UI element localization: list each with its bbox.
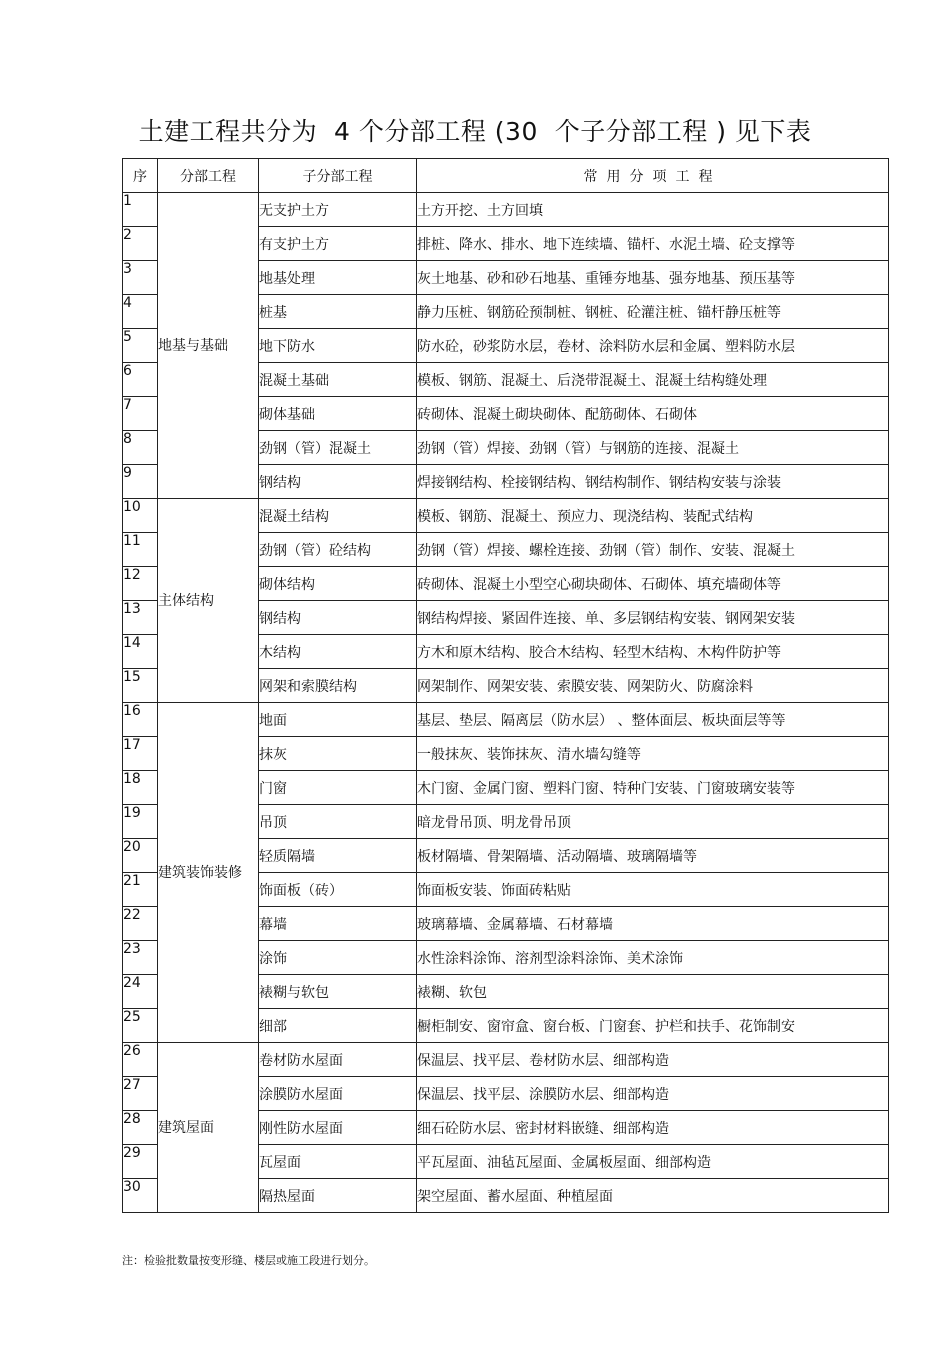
table-row	[123, 1043, 889, 1077]
row-number: 19	[123, 805, 158, 839]
item-list: 焊接钢结构、栓接钢结构、钢结构制作、钢结构安装与涂装	[417, 465, 889, 499]
item-list: 劲钢（管）焊接、劲钢（管）与钢筋的连接、混凝土	[417, 431, 889, 465]
item-list: 架空屋面、蓄水屋面、种植屋面	[417, 1179, 889, 1213]
group-name: 建筑装饰装修	[158, 703, 259, 1043]
sub-project: 瓦屋面	[259, 1145, 417, 1179]
header-no: 序	[123, 159, 158, 193]
item-list: 保温层、找平层、卷材防水层、细部构造	[417, 1043, 889, 1077]
sub-project: 混凝土结构	[259, 499, 417, 533]
sub-project: 钢结构	[259, 601, 417, 635]
row-number: 4	[123, 295, 158, 329]
item-list: 水性涂料涂饰、溶剂型涂料涂饰、美术涂饰	[417, 941, 889, 975]
item-list: 网架制作、网架安装、索膜安装、网架防火、防腐涂料	[417, 669, 889, 703]
sub-project: 隔热屋面	[259, 1179, 417, 1213]
sub-project: 轻质隔墙	[259, 839, 417, 873]
table-row	[123, 499, 889, 533]
row-number: 14	[123, 635, 158, 669]
sub-project: 吊顶	[259, 805, 417, 839]
item-list: 暗龙骨吊顶、明龙骨吊顶	[417, 805, 889, 839]
item-list: 砖砌体、混凝土砌块砌体、配筋砌体、石砌体	[417, 397, 889, 431]
item-list: 钢结构焊接、紧固件连接、单、多层钢结构安装、钢网架安装	[417, 601, 889, 635]
row-number: 27	[123, 1077, 158, 1111]
sub-project: 幕墙	[259, 907, 417, 941]
item-list: 排桩、降水、排水、地下连续墙、锚杆、水泥土墙、砼支撑等	[417, 227, 889, 261]
sub-project: 裱糊与软包	[259, 975, 417, 1009]
header-group: 分部工程	[158, 159, 259, 193]
sub-project: 劲钢（管）砼结构	[259, 533, 417, 567]
sub-project: 桩基	[259, 295, 417, 329]
sub-project: 木结构	[259, 635, 417, 669]
sub-project: 卷材防水屋面	[259, 1043, 417, 1077]
item-list: 保温层、找平层、涂膜防水层、细部构造	[417, 1077, 889, 1111]
sub-project: 网架和索膜结构	[259, 669, 417, 703]
row-number: 10	[123, 499, 158, 533]
table-row	[123, 193, 889, 227]
sub-project: 地基处理	[259, 261, 417, 295]
item-list: 模板、钢筋、混凝土、预应力、现浇结构、装配式结构	[417, 499, 889, 533]
sub-project: 劲钢（管）混凝土	[259, 431, 417, 465]
row-number: 3	[123, 261, 158, 295]
item-list: 模板、钢筋、混凝土、后浇带混凝土、混凝土结构缝处理	[417, 363, 889, 397]
item-list: 饰面板安装、饰面砖粘贴	[417, 873, 889, 907]
row-number: 24	[123, 975, 158, 1009]
item-list: 土方开挖、土方回填	[417, 193, 889, 227]
item-list: 防水砼，砂浆防水层，卷材、涂料防水层和金属、塑料防水层	[417, 329, 889, 363]
row-number: 15	[123, 669, 158, 703]
group-name: 建筑屋面	[158, 1043, 259, 1213]
item-list: 方木和原木结构、胶合木结构、轻型木结构、木构件防护等	[417, 635, 889, 669]
row-number: 22	[123, 907, 158, 941]
row-number: 23	[123, 941, 158, 975]
header-sub: 子分部工程	[259, 159, 417, 193]
sub-project: 门窗	[259, 771, 417, 805]
row-number: 1	[123, 193, 158, 227]
row-number: 18	[123, 771, 158, 805]
page-title: 土建工程共分为 4 个分部工程 (30 个子分部工程 ) 见下表	[138, 117, 812, 146]
item-list: 基层、垫层、隔离层（防水层） 、整体面层、板块面层等等	[417, 703, 889, 737]
sub-project: 饰面板（砖）	[259, 873, 417, 907]
row-number: 16	[123, 703, 158, 737]
sub-project: 抹灰	[259, 737, 417, 771]
row-number: 5	[123, 329, 158, 363]
item-list: 静力压桩、钢筋砼预制桩、钢桩、砼灌注桩、锚杆静压桩等	[417, 295, 889, 329]
item-list: 玻璃幕墙、金属幕墙、石材幕墙	[417, 907, 889, 941]
row-number: 9	[123, 465, 158, 499]
item-list: 板材隔墙、骨架隔墙、活动隔墙、玻璃隔墙等	[417, 839, 889, 873]
row-number: 25	[123, 1009, 158, 1043]
item-list: 木门窗、金属门窗、塑料门窗、特种门安装、门窗玻璃安装等	[417, 771, 889, 805]
row-number: 29	[123, 1145, 158, 1179]
sub-project: 钢结构	[259, 465, 417, 499]
row-number: 20	[123, 839, 158, 873]
footnote: 注：检验批数量按变形缝、楼层或施工段进行划分。	[122, 1254, 375, 1267]
item-list: 一般抹灰、装饰抹灰、清水墙勾缝等	[417, 737, 889, 771]
row-number: 13	[123, 601, 158, 635]
item-list: 细石砼防水层、密封材料嵌缝、细部构造	[417, 1111, 889, 1145]
item-list: 裱糊、软包	[417, 975, 889, 1009]
sub-project: 砌体结构	[259, 567, 417, 601]
header-items: 常用分项工程	[417, 159, 889, 193]
group-name: 地基与基础	[158, 193, 259, 499]
item-list: 平瓦屋面、油毡瓦屋面、金属板屋面、细部构造	[417, 1145, 889, 1179]
sub-project: 地面	[259, 703, 417, 737]
sub-project: 涂饰	[259, 941, 417, 975]
sub-project: 无支护土方	[259, 193, 417, 227]
item-list: 劲钢（管）焊接、螺栓连接、劲钢（管）制作、安装、混凝土	[417, 533, 889, 567]
sub-project: 砌体基础	[259, 397, 417, 431]
row-number: 12	[123, 567, 158, 601]
row-number: 6	[123, 363, 158, 397]
row-number: 11	[123, 533, 158, 567]
item-list: 砖砌体、混凝土小型空心砌块砌体、石砌体、填充墙砌体等	[417, 567, 889, 601]
row-number: 7	[123, 397, 158, 431]
item-list: 橱柜制安、窗帘盒、窗台板、门窗套、护栏和扶手、花饰制安	[417, 1009, 889, 1043]
row-number: 21	[123, 873, 158, 907]
project-table	[122, 158, 889, 1213]
sub-project: 刚性防水屋面	[259, 1111, 417, 1145]
table-header-row	[123, 159, 889, 193]
group-name: 主体结构	[158, 499, 259, 703]
row-number: 2	[123, 227, 158, 261]
row-number: 28	[123, 1111, 158, 1145]
row-number: 8	[123, 431, 158, 465]
row-number: 30	[123, 1179, 158, 1213]
sub-project: 地下防水	[259, 329, 417, 363]
sub-project: 有支护土方	[259, 227, 417, 261]
row-number: 17	[123, 737, 158, 771]
sub-project: 混凝土基础	[259, 363, 417, 397]
table-row	[123, 703, 889, 737]
row-number: 26	[123, 1043, 158, 1077]
table-body	[123, 193, 889, 1213]
sub-project: 细部	[259, 1009, 417, 1043]
sub-project: 涂膜防水屋面	[259, 1077, 417, 1111]
item-list: 灰土地基、砂和砂石地基、重锤夯地基、强夯地基、预压基等	[417, 261, 889, 295]
